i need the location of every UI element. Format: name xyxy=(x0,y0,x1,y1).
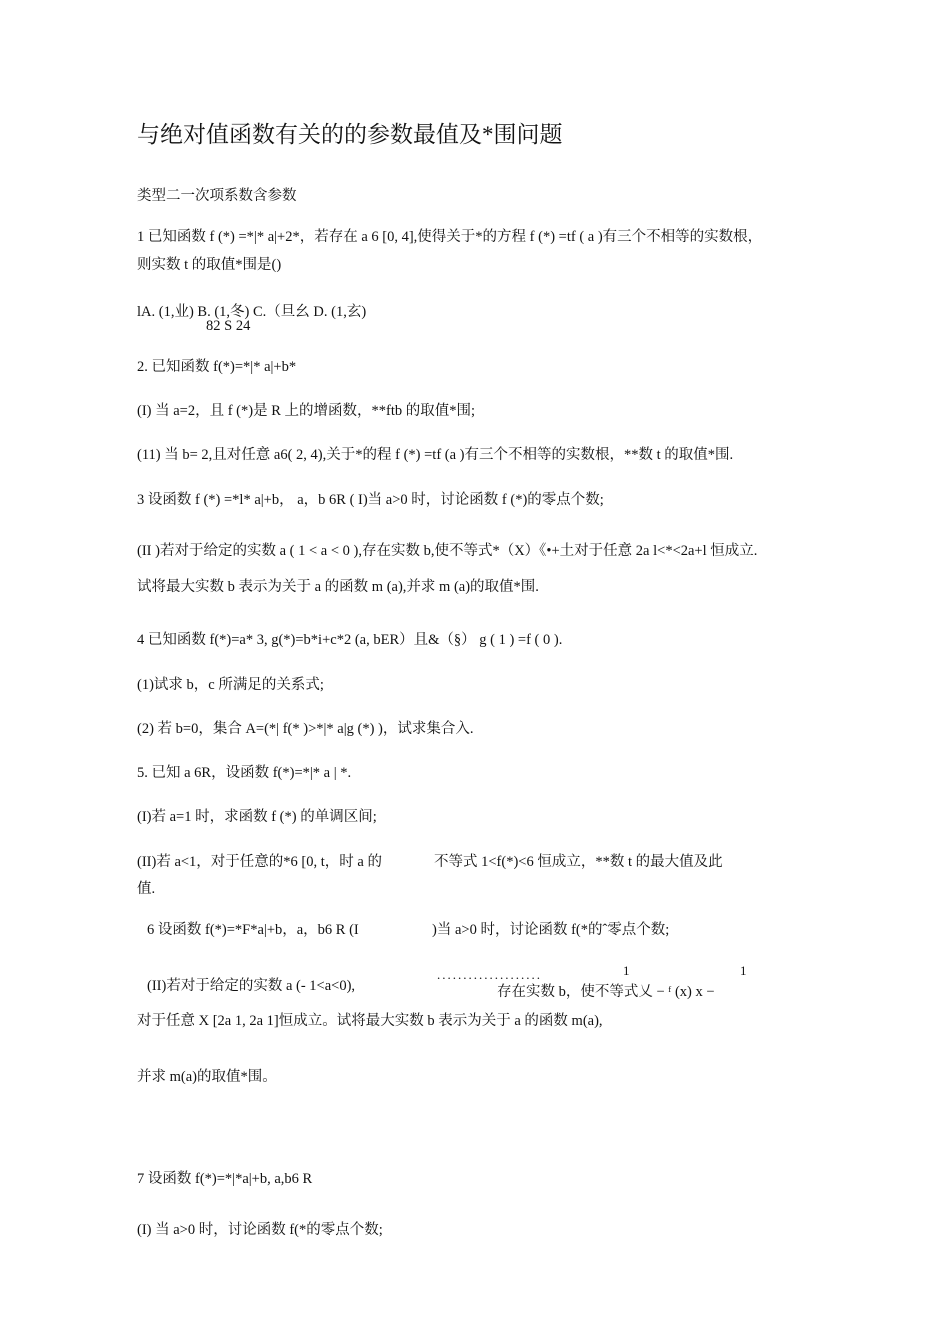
q5-line-1: 5. 已知 a 6R，设函数 f(*)=*|* a | *. xyxy=(137,765,352,781)
q1-line-1: 1 已知函数 f (*) =*|* a|+2*，若存在 a 6 [0, 4],使得关于*的方程 f (*) =tf ( a )有三个不相等的实数根， xyxy=(137,229,763,245)
q6-line-4: 并求 m(a)的取值*围。 xyxy=(137,1069,277,1085)
q4-line-3: (2) 若 b=0，集合 A=(*| f(* )>*|* a|g (*) )，试求集合入. xyxy=(137,721,474,737)
q6-line-2-right: 存在实数 b，使不等式乂 − ᶠ (x) x − xyxy=(497,984,715,1000)
q5-line-2: (I)若 a=1 时，求函数 f (*) 的单调区间; xyxy=(137,809,377,825)
q5-line-3-right: 不等式 1<f(*)<6 恒成立，**数 t 的最大值及此 xyxy=(434,854,723,870)
section-heading: 类型二一次项系数含参数 xyxy=(137,188,297,204)
q1-options: lA. (1,业) B. (1,冬) C.（旦幺 D. (1,玄) xyxy=(137,304,367,320)
q2-part-1: (I) 当 a=2，且 f (*)是 R 上的增函数，**ftb 的取值*围; xyxy=(137,403,476,419)
q6-fraction-numerator-1: 1 xyxy=(623,963,630,978)
q6-line-2-left: (II)若对于给定的实数 a (- 1<a<0), xyxy=(147,978,356,994)
q6-fraction-numerator-2: 1 xyxy=(740,963,747,978)
q1-line-2: 则实数 t 的取值*围是() xyxy=(137,257,282,273)
q3-line-3: 试将最大实数 b 表示为关于 a 的函数 m (a),并求 m (a)的取值*围. xyxy=(137,579,539,595)
q2-part-2: (11) 当 b= 2,且对任意 a6( 2, 4),关于*的程 f (*) =tf (a )有三个不相等的实数根，**数 t 的取值*围. xyxy=(137,447,734,463)
q7-line-1: 7 设函数 f(*)=*|*a|+b, a,b6 R xyxy=(137,1171,313,1187)
q6-line-1-left: 6 设函数 f(*)=*F*a|+b，a，b6 R (I xyxy=(147,922,359,938)
q5-line-3-left: (II)若 a<1，对于任意的*6 [0, t，时 a 的 xyxy=(137,854,382,870)
q4-line-2: (1)试求 b，c 所满足的关系式; xyxy=(137,677,324,693)
q6-line-3: 对于任意 X [2a 1, 2a 1]恒成立。试将最大实数 b 表示为关于 a 的函数 m(a), xyxy=(137,1013,603,1029)
q3-line-1: 3 设函数 f (*) =*l* a|+b， a，b 6R ( I)当 a>0 时，讨论函数 f (*)的零点个数; xyxy=(137,492,604,508)
q7-line-2: (I) 当 a>0 时，讨论函数 f(*的零点个数; xyxy=(137,1222,383,1238)
q4-line-1: 4 已知函数 f(*)=a* 3, g(*)=b*i+c*2 (a, bER）且&（§） g ( 1 ) =f ( 0 ). xyxy=(137,632,563,648)
q3-line-2: (II )若对于给定的实数 a ( 1 < a < 0 ),存在实数 b,使不等式*（X）《•+土对于任意 2a l<*<2a+l 恒成立. xyxy=(137,543,758,559)
page-title: 与绝对值函数有关的的参数最值及*围问题 xyxy=(137,122,563,147)
q5-line-4: 值. xyxy=(137,881,156,897)
q2-line-1: 2. 已知函数 f(*)=*|* a|+b* xyxy=(137,359,297,375)
q6-line-1-right: )当 a>0 时，讨论函数 f(*的ˆ零点个数; xyxy=(432,922,670,938)
q1-options-sub: 82 S 24 xyxy=(206,318,251,334)
q6-dots: .................... xyxy=(437,967,542,982)
